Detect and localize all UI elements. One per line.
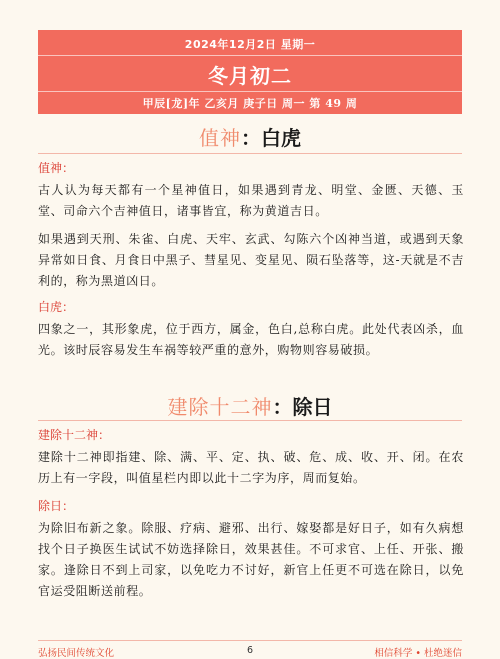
section-title-colon: ：: [272, 395, 293, 419]
footer-right-slogan: 相信科学 • 杜绝迷信: [374, 648, 462, 659]
zhishen-paragraph-2: 如果遇到天刑、朱雀、白虎、天牢、玄武、勾陈六个凶神当道，或遇到天象异常如日食、月食日中黑子、彗星见、变星见、陨石坠落等，这-天就是不吉利的，称为黑道凶日。: [38, 232, 464, 288]
baihu-paragraph: 四象之一，其形象虎，位于西方，属金，色白,总称白虎。此处代表凶杀，血光。该时辰容易发生车祸等较严重的意外，购物则容易破损。: [38, 322, 464, 357]
header-divider: [38, 55, 462, 56]
churi-paragraph: 为除旧布新之象。除服、疗病、避邪、出行、嫁娶都是好日子，如有久病想找个日子换医生试试不妨选择除日，效果甚佳。不可求官、上任、开张、搬家。逢除日不到上司家，以免吃力不讨好，新官上任更不可选在除日，以免官运受阻断送前程。: [38, 521, 464, 598]
gregorian-date: 2024年12月2日 星期一: [184, 38, 316, 51]
jianchu-paragraph: 建除十二神即指建、除、满、平、定、执、破、危、成、收、开、闭。在农历上有一字段，叫值星栏内即以此十二字为序，周而复始。: [38, 450, 464, 485]
section-title-jianchu: [0, 391, 500, 420]
section-body-zhishen: [38, 160, 464, 361]
page-number: 6: [246, 645, 254, 656]
date-header-banner: [38, 30, 462, 114]
jianchu-label: 建除十二神：: [38, 428, 111, 442]
ganzhi-line: 甲辰[龙]年 乙亥月 庚子日 周一 第 49 周: [142, 97, 358, 110]
header-divider: [38, 91, 462, 92]
footer-divider: [38, 640, 462, 641]
section-title-value: 白虎: [261, 126, 301, 150]
section-title-prefix: 建除十二神: [167, 395, 273, 419]
section-title-zhishen: [0, 122, 500, 151]
footer-left-slogan: 弘扬民间传统文化: [38, 648, 115, 659]
chuiri-label: 除日：: [38, 499, 75, 513]
section-title-colon: ：: [241, 126, 261, 150]
lunar-date: 冬月初二: [208, 64, 292, 88]
section-divider: [38, 153, 462, 154]
zhishen-label: 值神：: [38, 161, 75, 175]
section-body-jianchu: [38, 427, 464, 602]
section-divider: [38, 420, 462, 421]
zhishen-paragraph: 古人认为每天都有一个星神值日，如果遇到青龙、明堂、金匮、天德、玉堂、司命六个吉神值日，诸事皆宜，称为黄道吉日。: [38, 183, 464, 218]
baihu-label: 白虎：: [38, 300, 75, 314]
section-title-prefix: 值神: [199, 126, 241, 150]
section-title-value: 除日: [292, 395, 333, 419]
